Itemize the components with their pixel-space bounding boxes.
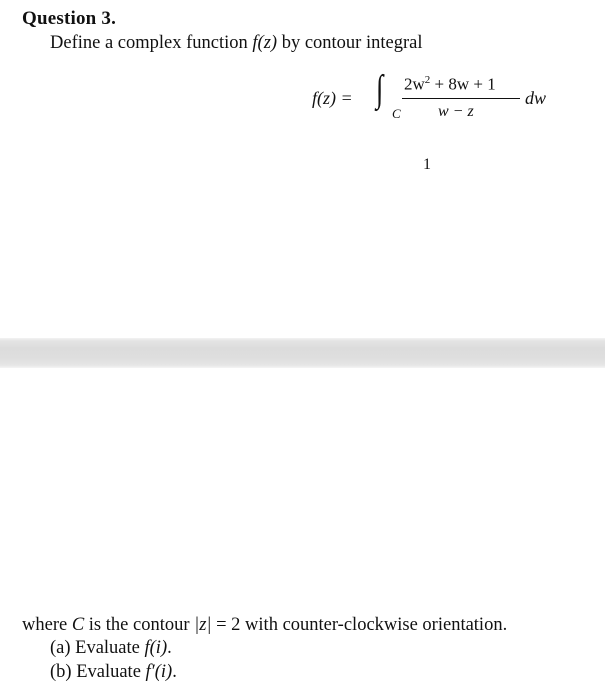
part-a-label: (a) Evaluate: [50, 638, 145, 658]
cont-suffix: = 2 with counter-clockwise orientation.: [211, 615, 508, 635]
integral-sign: ∫: [376, 68, 384, 110]
question-title: Question 3.: [22, 8, 117, 29]
part-b-expr: f′(i): [145, 662, 173, 682]
intro-suffix: by contour integral: [277, 33, 423, 53]
part-a-end: .: [167, 638, 172, 658]
cont-prefix: where: [22, 615, 72, 635]
equation-differential: dw: [525, 88, 547, 108]
fraction-bar: [402, 98, 520, 99]
cont-middle: is the contour: [84, 615, 195, 635]
numerator-part2: + 8w + 1: [430, 74, 496, 94]
part-b-label: (b) Evaluate: [50, 662, 146, 682]
equation-numerator: [404, 74, 496, 95]
intro-text: Define a complex function: [50, 33, 253, 53]
contour-description: [22, 615, 507, 636]
page-separator: [0, 338, 605, 368]
part-b-end: .: [172, 662, 177, 682]
numerator-part1: 2w: [404, 74, 425, 94]
part-a: [50, 638, 172, 659]
equation-lhs: f(z) =: [312, 88, 353, 108]
contour-symbol: C: [71, 615, 85, 635]
modulus-expr: |z|: [194, 615, 212, 635]
contour-integral-equation: [312, 68, 572, 132]
page-1: [0, 0, 605, 340]
intro-function: f(z): [252, 33, 278, 53]
question-intro: [50, 33, 422, 54]
numerator-exponent: 2: [424, 74, 431, 86]
part-b: [50, 662, 177, 683]
page-number: 1: [423, 156, 431, 173]
equation-denominator: w − z: [438, 103, 474, 120]
integral-subscript: C: [392, 106, 401, 121]
part-a-expr: f(i): [144, 638, 168, 658]
